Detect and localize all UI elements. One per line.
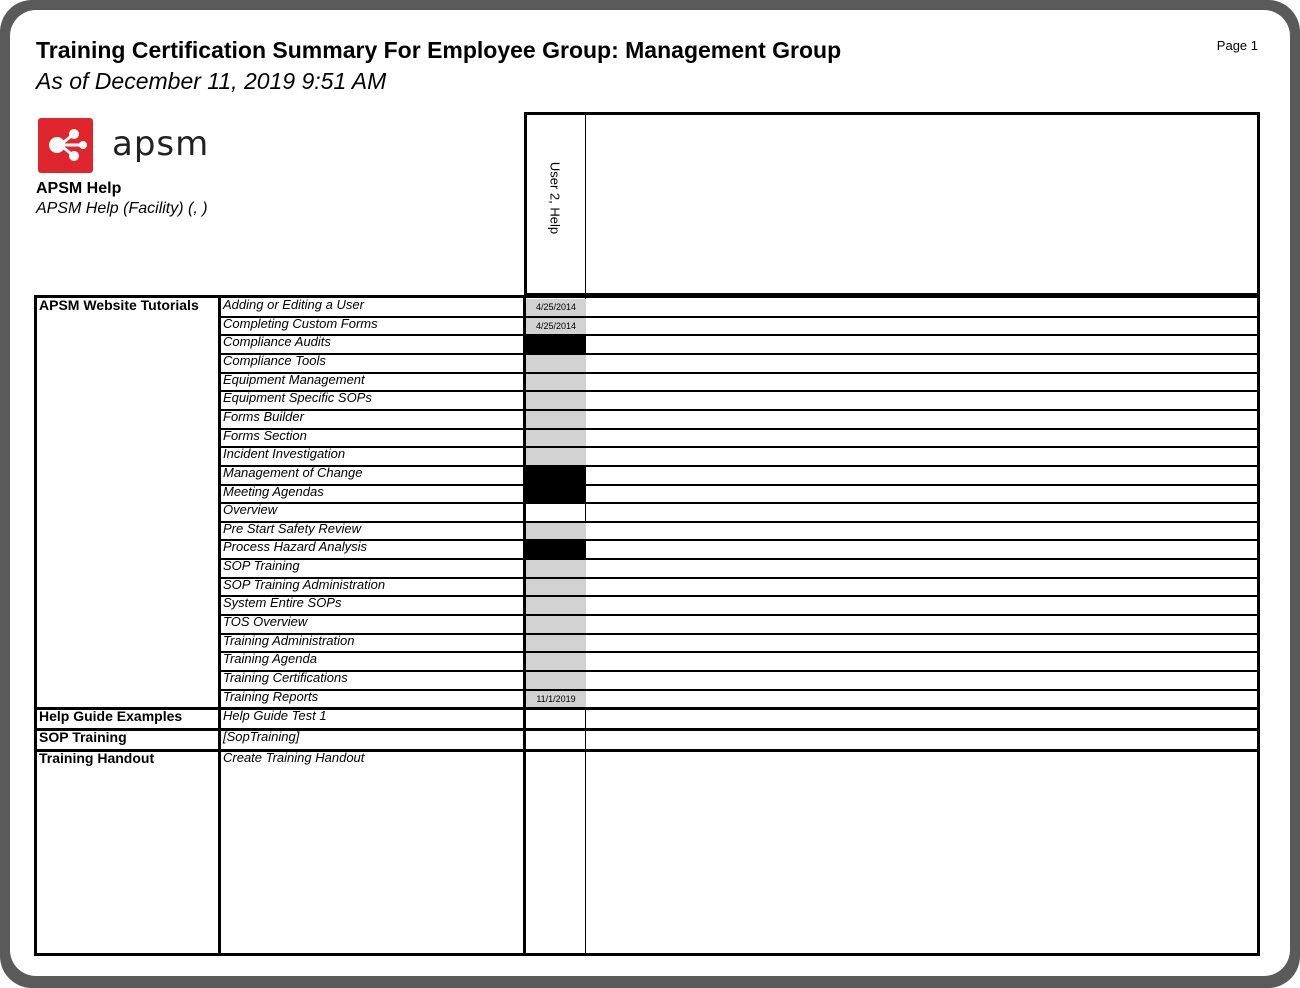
row-divider: [220, 390, 1257, 392]
course-label: Training Reports: [223, 688, 319, 704]
row-divider: [220, 428, 1257, 430]
status-cell-gray: [526, 448, 586, 465]
category-label: SOP Training: [39, 728, 127, 745]
course-label: Forms Section: [223, 427, 307, 443]
course-label: Meeting Agendas: [223, 483, 324, 499]
course-label: Help Guide Test 1: [223, 708, 327, 724]
course-label: Compliance Tools: [223, 352, 326, 368]
category-divider: [36, 749, 1257, 752]
status-cell-black: [526, 541, 586, 558]
course-label: Equipment Management: [223, 371, 365, 387]
header-column-divider: [585, 114, 586, 294]
apsm-wordmark: apsm: [112, 124, 210, 164]
course-label: Adding or Editing a User: [223, 297, 364, 312]
status-cell-gray: [526, 355, 586, 372]
apsm-logo-icon: [38, 118, 93, 173]
row-divider: [220, 353, 1257, 355]
row-divider: [220, 372, 1257, 374]
report-date: As of December 11, 2019 9:51 AM: [36, 68, 387, 94]
row-divider: [220, 409, 1257, 411]
status-cell-gray: [526, 374, 586, 391]
status-cell-gray: [526, 672, 586, 689]
status-cell-gray: [526, 597, 586, 614]
category-divider: [36, 728, 1257, 731]
status-cell-gray: [526, 430, 586, 447]
row-divider: [220, 689, 1257, 691]
report-sheet: [10, 10, 1290, 976]
course-label: Process Hazard Analysis: [223, 539, 368, 555]
status-cell-black: [526, 486, 586, 503]
course-label: Overview: [223, 502, 278, 518]
status-cell-gray: [526, 523, 586, 540]
completion-date: 11/1/2019: [536, 693, 576, 704]
status-cell-gray: [526, 411, 586, 428]
status-cell-gray: [526, 392, 586, 409]
row-divider: [220, 539, 1257, 541]
course-label: Management of Change: [223, 464, 363, 480]
row-divider: [220, 334, 1257, 336]
row-divider: [220, 502, 1257, 504]
course-label: Pre Start Safety Review: [223, 520, 361, 536]
row-divider: [220, 521, 1257, 523]
status-cell-black: [526, 336, 586, 353]
status-cell-black: [526, 467, 586, 484]
course-label: Training Agenda: [223, 651, 317, 667]
course-label: TOS Overview: [223, 614, 308, 630]
row-divider: [220, 446, 1257, 448]
col-divider-category: [218, 296, 221, 955]
course-label: Training Administration: [223, 632, 355, 648]
course-label: Equipment Specific SOPs: [223, 390, 372, 406]
row-divider: [220, 670, 1257, 672]
category-label: Help Guide Examples: [39, 708, 183, 725]
row-divider: [220, 651, 1257, 653]
course-label: [SopTraining]: [223, 728, 300, 744]
completion-date: 4/25/2014: [535, 302, 577, 312]
page-number: Page 1: [1216, 38, 1258, 53]
row-divider: [220, 633, 1257, 635]
report-title: Training Certification Summary For Employee Group: Management Group: [36, 37, 842, 63]
course-label: Completing Custom Forms: [223, 315, 378, 331]
facility-name: APSM Help: [36, 180, 122, 197]
course-label: SOP Training: [223, 558, 300, 574]
category-label: Training Handout: [39, 749, 155, 766]
course-label: SOP Training Administration: [223, 576, 386, 592]
category-divider: [36, 707, 1257, 710]
course-label: Training Certifications: [223, 670, 348, 685]
status-cell-gray: [526, 560, 586, 577]
status-cell-gray: [526, 616, 586, 633]
user-column-header: User 2, Help: [547, 161, 563, 235]
user-header-box: [524, 112, 1260, 296]
row-divider: [220, 484, 1257, 486]
category-label: APSM Website Tutorials: [39, 297, 199, 313]
facility-detail: APSM Help (Facility) (, ): [36, 200, 208, 217]
status-cell-gray: [526, 635, 586, 652]
row-divider: [220, 595, 1257, 597]
status-cell-gray: [526, 579, 586, 596]
row-divider: [220, 614, 1257, 616]
course-label: Create Training Handout: [223, 749, 365, 765]
completion-date: 4/25/2014: [535, 320, 577, 331]
status-cell-gray: [526, 653, 586, 670]
row-divider: [220, 465, 1257, 467]
course-label: Incident Investigation: [223, 446, 346, 462]
course-label: Forms Builder: [223, 408, 304, 424]
row-divider: [220, 558, 1257, 560]
course-label: Compliance Audits: [223, 334, 331, 350]
course-label: System Entire SOPs: [223, 595, 342, 611]
